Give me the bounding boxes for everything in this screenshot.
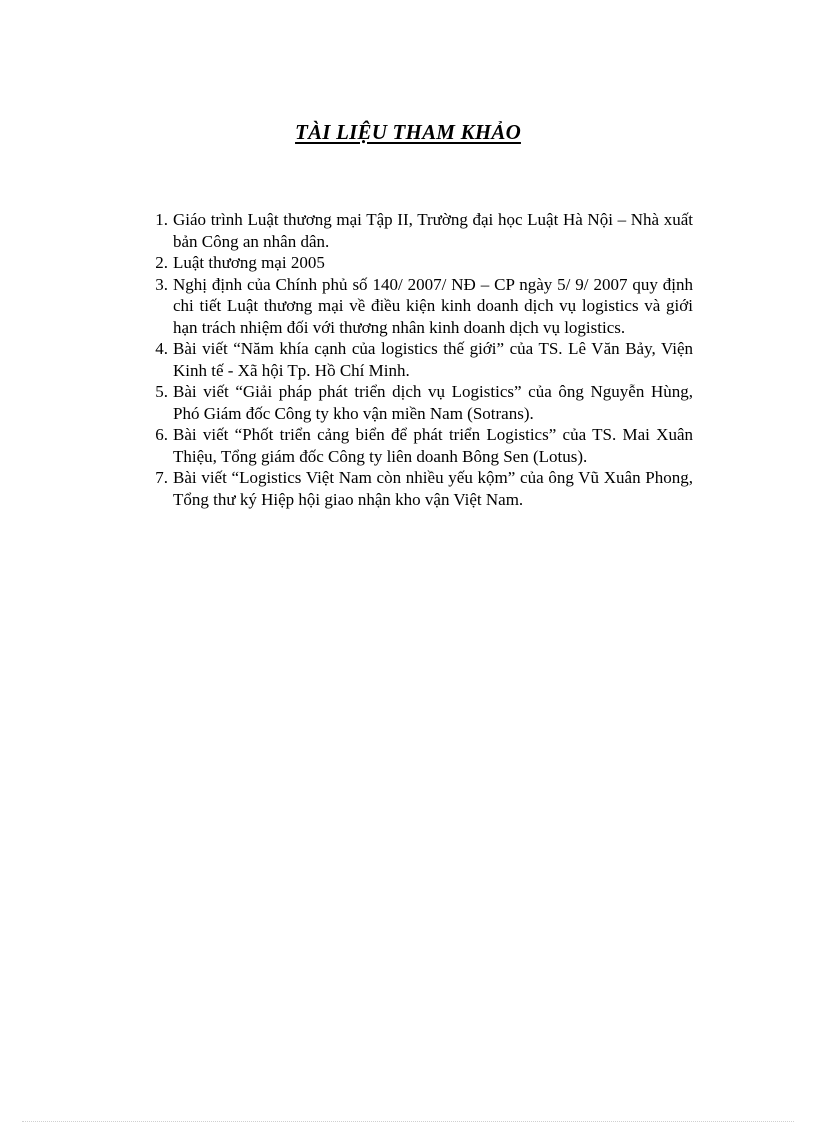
reference-number: 7. bbox=[155, 468, 168, 487]
reference-item bbox=[155, 381, 693, 424]
reference-text: Giáo trình Luật thương mại Tập II, Trường đại học Luật Hà Nội – Nhà xuất bản Công an nhân dân. bbox=[173, 210, 693, 251]
reference-item bbox=[155, 424, 693, 467]
reference-text: Bài viết “Năm khía cạnh của logistics thế giới” của TS. Lê Văn Bảy, Viện Kinh tế - Xã hội Tp. Hồ Chí Minh. bbox=[173, 339, 693, 380]
page-title: TÀI LIỆU THAM KHẢO bbox=[295, 120, 521, 144]
page-bottom-divider bbox=[22, 1121, 794, 1122]
reference-text: Bài viết “Giải pháp phát triển dịch vụ Logistics” của ông Nguyễn Hùng, Phó Giám đốc Công ty kho vận miền Nam (Sotrans). bbox=[173, 382, 693, 423]
reference-item bbox=[155, 252, 693, 274]
reference-number: 6. bbox=[155, 425, 168, 444]
reference-number: 3. bbox=[155, 274, 168, 294]
reference-number: 1. bbox=[155, 210, 168, 229]
reference-text: Luật thương mại 2005 bbox=[173, 253, 325, 272]
reference-text: Bài viết “Phốt triển cảng biển để phát triển Logistics” của TS. Mai Xuân Thiệu, Tổng giám đốc Công ty liên doanh Bông Sen (Lotus). bbox=[173, 425, 693, 466]
reference-number: 5. bbox=[155, 382, 168, 401]
reference-text: Bài viết “Logistics Việt Nam còn nhiều yếu kộm” của ông Vũ Xuân Phong, Tổng thư ký Hiệp hội giao nhận kho vận Việt Nam. bbox=[173, 468, 693, 509]
reference-item bbox=[155, 274, 693, 339]
reference-number: 4. bbox=[155, 339, 168, 358]
reference-text: Nghị định của Chính phủ số 140/ 2007/ NĐ – CP ngày 5/ 9/ 2007 quy định chi tiết Luật thương mại về điều kiện kinh doanh dịch vụ logistics và giới hạn trách nhiệm đối với thương nhân kinh doanh dịch vụ logistics. bbox=[173, 274, 693, 337]
reference-item bbox=[155, 338, 693, 381]
reference-number: 2. bbox=[155, 253, 168, 272]
reference-item bbox=[155, 467, 693, 510]
reference-list bbox=[155, 209, 693, 510]
reference-item bbox=[155, 209, 693, 252]
